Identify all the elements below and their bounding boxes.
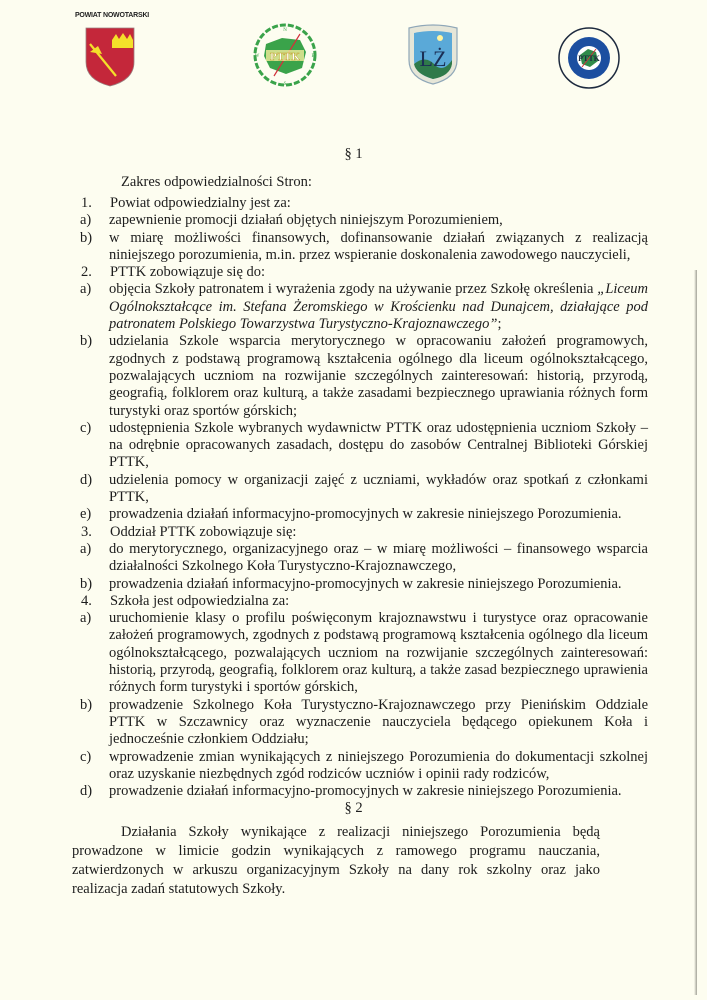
item-text: prowadzenia działań informacyjno-promocyjnych w zakresie niniejszego Porozumienia.	[109, 575, 622, 592]
item-label: c)	[80, 748, 92, 765]
school-crest-text: LŻ	[419, 46, 447, 71]
item-label: b)	[80, 696, 93, 713]
item-text: prowadzenia działań informacyjno-promocyjnych w zakresie niniejszego Porozumienia.	[109, 506, 622, 523]
item-label: b)	[80, 575, 93, 592]
list-item	[80, 195, 648, 212]
pttk-pieniny-branch-seal	[558, 27, 620, 89]
list-item	[80, 420, 648, 472]
list-item	[80, 281, 648, 333]
item-label: a)	[80, 281, 92, 298]
list-item	[80, 783, 648, 800]
pttk-logo	[252, 22, 318, 88]
school-shield-icon	[406, 24, 460, 86]
item-text: w miarę możliwości finansowych, dofinansowanie działań związanych z realizacją niniejszego porozumienia, m.in. przez wspieranie doskonalenia zawodowego nauczycieli,	[109, 229, 648, 263]
logo-header	[0, 0, 707, 110]
list-item	[80, 212, 648, 229]
list-item	[80, 264, 648, 281]
crest-caption: POWIAT NOWOTARSKI	[74, 12, 150, 19]
list-item	[80, 541, 648, 576]
item-text: wprowadzenie zmian wynikających z niniejszego Porozumienia do dokumentacji szkolnej oraz uzyskanie niezbędnych zgód rodziców uczniów i opinii rady rodziców,	[109, 748, 648, 782]
compass-n: N	[283, 28, 287, 33]
compass-s: S	[283, 82, 287, 87]
item-label: 1.	[81, 195, 92, 211]
list-item	[80, 610, 648, 696]
school-name-quote: „Liceum Ogólnokształcące im. Stefana Żeromskiego w Krościenku nad Dunajcem, działające pod patronatem Polskiego Towarzystwa Turystyczno-Krajoznawczego”	[109, 281, 648, 333]
item-label: d)	[80, 783, 93, 800]
item-text: uruchomienie klasy o profilu poświęconym krajoznawstwu i turystyce oraz opracowanie założeń programowych, zgodnych z podstawą programową kształcenia ogólnego dla liceum ogólnokształcącego, pozwalających uczniom na rozwijanie szczególnych zainteresowań: historią, przyrodą, geografią, folklorem oraz kulturą, a także zasad bezpiecznego uprawienia różnych form turystyki i sportów górskich,	[109, 610, 648, 696]
seal-icon	[558, 27, 620, 89]
compass-w: W	[254, 54, 260, 59]
item-label: 4.	[81, 592, 92, 609]
pttk-logo-text: PTTK	[270, 51, 300, 63]
item-text: prowadzenie Szkolnego Koła Turystyczno-Krajoznawczego przy Pienińskim Oddziale PTTK w Szczawnicy oraz wyznaczenie nauczyciela będącego opiekunem Koła i jednocześnie członkiem Oddziału;	[109, 696, 648, 748]
powiat-nowotarski-crest	[80, 22, 140, 88]
item-text: Powiat odpowiedzialny jest za:	[110, 195, 291, 211]
list-item	[80, 506, 648, 523]
item-label: b)	[80, 333, 93, 350]
section-1-list	[80, 195, 648, 800]
section-1-heading: Zakres odpowiedzialności Stron:	[121, 174, 312, 190]
item-text: zapewnienie promocji działań objętych niniejszym Porozumieniem,	[109, 212, 503, 229]
item-label: a)	[80, 610, 92, 627]
item-label: c)	[80, 419, 92, 436]
item-text: udzielenia pomocy w organizacji zajęć z uczniami, wykładów oraz spotkań z członkami PTTK,	[109, 471, 648, 506]
item-text: prowadzenie działań informacyjno-promocyjnych w zakresie niniejszego Porozumienia.	[109, 783, 622, 800]
compass-e: E	[311, 54, 315, 59]
item-text: udzielania Szkole wsparcia merytorycznego w opracowaniu założeń programowych, zgodnych z podstawą programową kształcenia ogólnego dla liceum ogólnokształcącego, pozwalających uczniom na rozwijanie szczególnych zainteresowań: historią, przyrodą, geografią, folklorem oraz kulturą, a także zasadami bezpiecznego uprawiania różnych form turystyki oraz sportów górskich;	[109, 333, 648, 419]
list-item	[80, 749, 648, 784]
item-label: b)	[80, 229, 93, 246]
item-text: udostępnienia Szkole wybranych wydawnictw PTTK oraz udostępnienia uczniom Szkoły – na odrębnie opracowanych zasadach, dostępu do zasobów Centralnej Biblioteki Górskiej PTTK,	[109, 419, 648, 471]
list-item	[80, 472, 648, 507]
item-text: PTTK zobowiązuje się do:	[110, 264, 266, 281]
item-text: Oddział PTTK zobowiązuje się:	[110, 523, 297, 540]
list-item	[80, 697, 648, 749]
section-2-sign: § 2	[344, 800, 363, 816]
item-label: a)	[80, 540, 92, 557]
section-1-sign: § 1	[344, 146, 363, 162]
list-item	[80, 576, 648, 593]
item-text: objęcia Szkoły patronatem i wyrażenia zgody na używanie przez Szkołę określenia	[109, 281, 594, 298]
lz-school-crest	[406, 24, 460, 86]
section-2-paragraph	[72, 823, 600, 899]
list-item	[80, 524, 648, 541]
list-item	[80, 230, 648, 265]
crest-shield-icon	[80, 22, 140, 88]
seal-text: PTTK	[578, 54, 600, 63]
item-label: a)	[80, 212, 92, 229]
item-text: do merytorycznego, organizacyjnego oraz – w miarę możliwości – finansowego wsparcia działalności Szkolnego Koła Turystyczno-Krajoznawczego,	[109, 540, 648, 575]
section-2-text: Działania Szkoły wynikające z realizacji niniejszego Porozumienia będą prowadzone w limicie godzin wynikających z ramowego programu nauczania, zatwierdzonych w arkuszu organizacyjnym Szkoły na dany rok szkolny oraz jako realizacja zadań statutowych Szkoły.	[72, 824, 600, 897]
item-label: d)	[80, 471, 93, 488]
list-item	[80, 593, 648, 610]
pttk-compass-icon	[252, 22, 318, 88]
item-label: e)	[80, 506, 92, 523]
list-item	[80, 333, 648, 419]
item-text: Szkoła jest odpowiedzialna za:	[110, 592, 290, 609]
item-label: 3.	[81, 523, 92, 540]
item-text-wrapper	[109, 281, 648, 333]
item-label: 2.	[81, 264, 92, 281]
page-edge-shadow	[694, 270, 697, 995]
item-tail: ;	[497, 316, 502, 333]
